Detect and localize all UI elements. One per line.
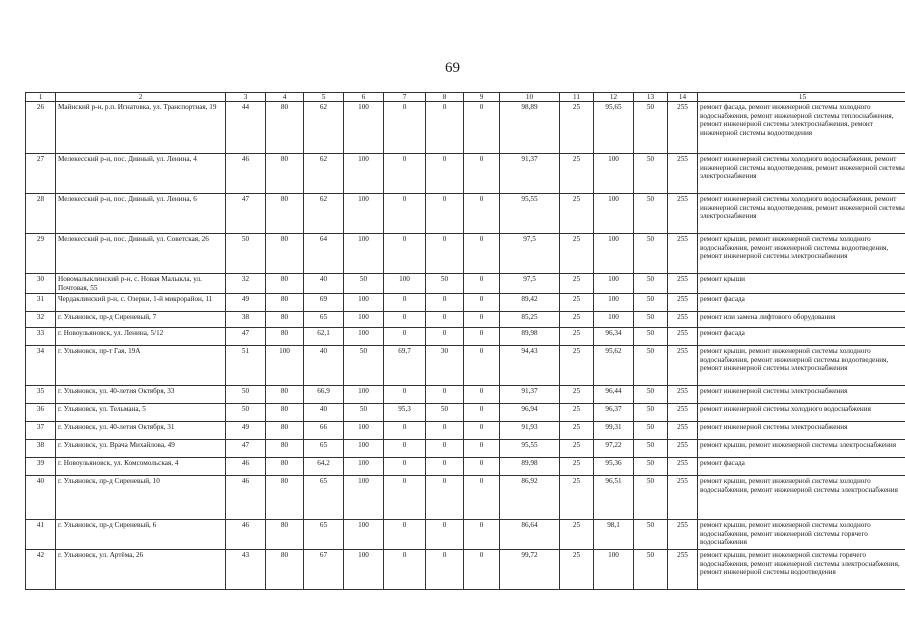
header-row [26,93,905,102]
value-cell: 255 [668,476,698,520]
table-row [26,328,905,346]
value-cell: 30 [426,346,464,386]
table-row [26,154,905,194]
header-cell: 15 [698,93,905,102]
value-cell: 25 [560,404,594,422]
value-cell: 80 [266,234,304,274]
value-cell: 0 [384,102,426,154]
value-cell: 38 [226,312,266,328]
table-row [26,102,905,154]
header-cell: 6 [344,93,384,102]
value-cell: 46 [226,154,266,194]
value-cell: 25 [560,274,594,294]
value-cell: 66 [304,422,344,440]
value-cell: 100 [344,312,384,328]
value-cell: 80 [266,328,304,346]
table-row [26,274,905,294]
works-cell: ремонт инженерной системы холодного водоснабжения, ремонт инженерной системы водоотведения, ремонт инженерной системы электроснабжения [698,194,905,234]
value-cell: 0 [464,294,500,312]
header-cell: 2 [56,93,226,102]
value-cell: 50 [634,102,668,154]
page-number: 69 [445,60,460,76]
value-cell: 0 [464,550,500,590]
value-cell: 64,2 [304,458,344,476]
value-cell: 66,9 [304,386,344,404]
value-cell: 25 [560,422,594,440]
value-cell: 255 [668,294,698,312]
value-cell: 65 [304,476,344,520]
value-cell: 50 [634,194,668,234]
value-cell: 50 [634,386,668,404]
value-cell: 46 [226,458,266,476]
address-cell: Новомалыклинский р-н, с. Новая Малыкла, ул. Почтовая, 55 [56,274,226,294]
value-cell: 65 [304,440,344,458]
row-number-cell: 42 [26,550,56,590]
value-cell: 0 [464,274,500,294]
value-cell: 255 [668,386,698,404]
value-cell: 0 [464,422,500,440]
works-cell: ремонт фасада [698,294,905,312]
row-number-cell: 33 [26,328,56,346]
value-cell: 0 [464,234,500,274]
value-cell: 100 [594,312,634,328]
value-cell: 50 [226,234,266,274]
value-cell: 80 [266,476,304,520]
value-cell: 0 [384,194,426,234]
row-number-cell: 37 [26,422,56,440]
value-cell: 25 [560,154,594,194]
value-cell: 0 [426,458,464,476]
works-cell: ремонт фасада, ремонт инженерной системы холодного водоснабжения, ремонт инженерной системы теплоснабжения, ремонт инженерной системы электроснабжения, ремонт инженерной системы водоотведения [698,102,905,154]
value-cell: 89,98 [500,458,560,476]
value-cell: 50 [634,440,668,458]
value-cell: 0 [426,154,464,194]
address-cell: Чердаклинский р-н, с. Озерки, 1-й микрорайон, 11 [56,294,226,312]
value-cell: 89,98 [500,328,560,346]
value-cell: 25 [560,234,594,274]
row-number-cell: 40 [26,476,56,520]
value-cell: 80 [266,154,304,194]
value-cell: 50 [344,274,384,294]
address-cell: г. Ульяновск, ул. Артёма, 26 [56,550,226,590]
works-cell: ремонт крыши, ремонт инженерной системы холодного водоснабжения, ремонт инженерной системы водоотведения, ремонт инженерной системы электроснабжения [698,346,905,386]
works-cell: ремонт или замена лифтового оборудования [698,312,905,328]
value-cell: 0 [464,458,500,476]
value-cell: 85,25 [500,312,560,328]
value-cell: 0 [384,154,426,194]
value-cell: 49 [226,422,266,440]
value-cell: 0 [426,440,464,458]
value-cell: 0 [464,404,500,422]
value-cell: 96,37 [594,404,634,422]
value-cell: 0 [426,476,464,520]
value-cell: 40 [304,404,344,422]
row-number-cell: 35 [26,386,56,404]
value-cell: 65 [304,312,344,328]
value-cell: 255 [668,346,698,386]
value-cell: 50 [634,404,668,422]
value-cell: 100 [594,154,634,194]
table-row [26,458,905,476]
value-cell: 80 [266,422,304,440]
value-cell: 62 [304,154,344,194]
table-row [26,550,905,590]
value-cell: 80 [266,312,304,328]
header-cell: 11 [560,93,594,102]
value-cell: 50 [226,386,266,404]
value-cell: 99,31 [594,422,634,440]
address-cell: г. Ульяновск, ул. 40-летия Октября, 33 [56,386,226,404]
value-cell: 0 [384,458,426,476]
value-cell: 99,72 [500,550,560,590]
value-cell: 46 [226,476,266,520]
value-cell: 25 [560,194,594,234]
header-cell: 9 [464,93,500,102]
value-cell: 0 [426,234,464,274]
works-cell: ремонт крыши, ремонт инженерной системы электроснабжения [698,440,905,458]
value-cell: 25 [560,346,594,386]
value-cell: 43 [226,550,266,590]
value-cell: 0 [426,294,464,312]
value-cell: 50 [634,346,668,386]
value-cell: 97,5 [500,274,560,294]
value-cell: 47 [226,440,266,458]
value-cell: 100 [594,294,634,312]
value-cell: 25 [560,458,594,476]
row-number-cell: 27 [26,154,56,194]
header-cell: 3 [226,93,266,102]
value-cell: 86,64 [500,520,560,550]
value-cell: 62 [304,194,344,234]
value-cell: 80 [266,550,304,590]
row-number-cell: 31 [26,294,56,312]
value-cell: 0 [384,386,426,404]
value-cell: 40 [304,274,344,294]
value-cell: 80 [266,404,304,422]
address-cell: г. Ульяновск, ул. Врача Михайлова, 49 [56,440,226,458]
value-cell: 50 [426,274,464,294]
value-cell: 50 [344,404,384,422]
value-cell: 25 [560,102,594,154]
value-cell: 50 [426,404,464,422]
value-cell: 80 [266,102,304,154]
value-cell: 50 [344,346,384,386]
header-cell: 8 [426,93,464,102]
value-cell: 100 [344,550,384,590]
value-cell: 50 [226,404,266,422]
value-cell: 80 [266,294,304,312]
header-cell: 12 [594,93,634,102]
value-cell: 95,55 [500,194,560,234]
value-cell: 0 [426,386,464,404]
value-cell: 95,36 [594,458,634,476]
works-cell: ремонт инженерной системы электроснабжения [698,422,905,440]
value-cell: 100 [344,194,384,234]
value-cell: 0 [464,154,500,194]
value-cell: 95,3 [384,404,426,422]
value-cell: 0 [464,328,500,346]
value-cell: 51 [226,346,266,386]
value-cell: 0 [464,194,500,234]
row-number-cell: 32 [26,312,56,328]
value-cell: 46 [226,520,266,550]
value-cell: 98,1 [594,520,634,550]
row-number-cell: 38 [26,440,56,458]
works-cell: ремонт крыши [698,274,905,294]
table-row [26,422,905,440]
value-cell: 49 [226,294,266,312]
value-cell: 25 [560,294,594,312]
value-cell: 50 [634,328,668,346]
value-cell: 100 [266,346,304,386]
value-cell: 0 [464,102,500,154]
value-cell: 0 [426,520,464,550]
value-cell: 255 [668,328,698,346]
value-cell: 0 [426,194,464,234]
value-cell: 0 [464,520,500,550]
value-cell: 47 [226,328,266,346]
value-cell: 255 [668,312,698,328]
value-cell: 255 [668,520,698,550]
value-cell: 255 [668,274,698,294]
works-cell: ремонт инженерной системы электроснабжения [698,386,905,404]
address-cell: г. Ульяновск, пр-д Сиреневый, 10 [56,476,226,520]
works-cell: ремонт крыши, ремонт инженерной системы холодного водоснабжения, ремонт инженерной системы горячего водоснабжения [698,520,905,550]
value-cell: 100 [344,234,384,274]
value-cell: 0 [464,440,500,458]
value-cell: 100 [344,294,384,312]
value-cell: 80 [266,458,304,476]
works-cell: ремонт фасада [698,328,905,346]
address-cell: Майнский р-н, р.п. Игнатовка, ул. Транспортная, 19 [56,102,226,154]
value-cell: 98,89 [500,102,560,154]
table-row [26,346,905,386]
table-row [26,476,905,520]
value-cell: 25 [560,312,594,328]
value-cell: 255 [668,234,698,274]
value-cell: 255 [668,440,698,458]
table-row [26,294,905,312]
value-cell: 100 [384,274,426,294]
value-cell: 91,37 [500,386,560,404]
value-cell: 44 [226,102,266,154]
value-cell: 50 [634,550,668,590]
works-cell: ремонт крыши, ремонт инженерной системы холодного водоснабжения, ремонт инженерной системы водоотведения, ремонт инженерной системы электроснабжения [698,234,905,274]
value-cell: 62 [304,102,344,154]
value-cell: 0 [384,440,426,458]
value-cell: 80 [266,520,304,550]
table-row [26,194,905,234]
value-cell: 91,93 [500,422,560,440]
value-cell: 100 [594,550,634,590]
value-cell: 69 [304,294,344,312]
works-cell: ремонт фасада [698,458,905,476]
header-cell: 5 [304,93,344,102]
address-cell: г. Ульяновск, пр-т Гая, 19А [56,346,226,386]
value-cell: 95,65 [594,102,634,154]
value-cell: 100 [344,520,384,550]
value-cell: 25 [560,520,594,550]
value-cell: 62,1 [304,328,344,346]
value-cell: 25 [560,386,594,404]
value-cell: 50 [634,520,668,550]
value-cell: 0 [464,346,500,386]
address-cell: г. Новоульяновск, ул. Ленина, 5/12 [56,328,226,346]
value-cell: 86,92 [500,476,560,520]
value-cell: 94,43 [500,346,560,386]
value-cell: 97,5 [500,234,560,274]
value-cell: 32 [226,274,266,294]
value-cell: 0 [426,328,464,346]
value-cell: 25 [560,476,594,520]
value-cell: 67 [304,550,344,590]
value-cell: 100 [594,194,634,234]
table-row [26,404,905,422]
works-cell: ремонт инженерной системы холодного водоснабжения, ремонт инженерной системы водоотведения, ремонт инженерной системы электроснабжения [698,154,905,194]
address-cell: г. Новоульяновск, ул. Комсомольская, 4 [56,458,226,476]
value-cell: 69,7 [384,346,426,386]
value-cell: 100 [344,440,384,458]
value-cell: 89,42 [500,294,560,312]
row-number-cell: 30 [26,274,56,294]
value-cell: 255 [668,194,698,234]
table-row [26,386,905,404]
value-cell: 0 [426,102,464,154]
address-cell: Мелекесский р-н, пос. Дивный, ул. Ленина, 6 [56,194,226,234]
value-cell: 0 [426,312,464,328]
value-cell: 25 [560,328,594,346]
value-cell: 0 [384,550,426,590]
value-cell: 100 [344,328,384,346]
header-cell: 4 [266,93,304,102]
value-cell: 50 [634,422,668,440]
value-cell: 95,55 [500,440,560,458]
header-cell: 14 [668,93,698,102]
value-cell: 50 [634,476,668,520]
value-cell: 0 [384,312,426,328]
value-cell: 25 [560,440,594,458]
value-cell: 50 [634,154,668,194]
value-cell: 0 [384,294,426,312]
value-cell: 100 [344,386,384,404]
value-cell: 255 [668,404,698,422]
value-cell: 50 [634,312,668,328]
value-cell: 255 [668,550,698,590]
value-cell: 0 [384,328,426,346]
value-cell: 25 [560,550,594,590]
value-cell: 255 [668,154,698,194]
value-cell: 96,34 [594,328,634,346]
value-cell: 0 [384,422,426,440]
value-cell: 0 [384,520,426,550]
value-cell: 100 [594,274,634,294]
address-cell: Мелекесский р-н, пос. Дивный, ул. Ленина, 4 [56,154,226,194]
table-body [26,102,905,590]
address-cell: г. Ульяновск, пр-д Сиреневый, 7 [56,312,226,328]
value-cell: 91,37 [500,154,560,194]
value-cell: 50 [634,274,668,294]
value-cell: 65 [304,520,344,550]
works-cell: ремонт инженерной системы холодного водоснабжения [698,404,905,422]
value-cell: 100 [344,102,384,154]
table-row [26,440,905,458]
value-cell: 0 [464,312,500,328]
value-cell: 80 [266,194,304,234]
table-row [26,520,905,550]
value-cell: 47 [226,194,266,234]
row-number-cell: 28 [26,194,56,234]
value-cell: 80 [266,386,304,404]
value-cell: 64 [304,234,344,274]
value-cell: 0 [464,476,500,520]
value-cell: 255 [668,102,698,154]
value-cell: 96,94 [500,404,560,422]
value-cell: 0 [384,234,426,274]
value-cell: 0 [426,550,464,590]
value-cell: 80 [266,274,304,294]
works-cell: ремонт крыши, ремонт инженерной системы холодного водоснабжения, ремонт инженерной системы электроснабжения [698,476,905,520]
row-number-cell: 39 [26,458,56,476]
value-cell: 100 [344,422,384,440]
value-cell: 100 [344,154,384,194]
value-cell: 0 [426,422,464,440]
address-cell: Мелекесский р-н, пос. Дивный, ул. Советская, 26 [56,234,226,274]
value-cell: 100 [594,234,634,274]
value-cell: 255 [668,422,698,440]
value-cell: 50 [634,458,668,476]
value-cell: 96,51 [594,476,634,520]
header-cell: 1 [26,93,56,102]
value-cell: 50 [634,294,668,312]
table-row [26,234,905,274]
value-cell: 0 [464,386,500,404]
value-cell: 100 [344,458,384,476]
row-number-cell: 29 [26,234,56,274]
header-cell: 10 [500,93,560,102]
value-cell: 96,44 [594,386,634,404]
works-cell: ремонт крыши, ремонт инженерной системы горячего водоснабжения, ремонт инженерной системы электроснабжения, ремонт инженерной системы водоотведения [698,550,905,590]
value-cell: 100 [344,476,384,520]
value-cell: 97,22 [594,440,634,458]
value-cell: 0 [384,476,426,520]
address-cell: г. Ульяновск, ул. Тельмана, 5 [56,404,226,422]
row-number-cell: 41 [26,520,56,550]
value-cell: 255 [668,458,698,476]
value-cell: 50 [634,234,668,274]
table-row [26,312,905,328]
address-cell: г. Ульяновск, ул. 40-летия Октября, 31 [56,422,226,440]
header-cell: 13 [634,93,668,102]
header-cell: 7 [384,93,426,102]
row-number-cell: 26 [26,102,56,154]
row-number-cell: 36 [26,404,56,422]
value-cell: 40 [304,346,344,386]
repair-schedule-table [25,92,905,590]
value-cell: 95,62 [594,346,634,386]
address-cell: г. Ульяновск, пр-д Сиреневый, 6 [56,520,226,550]
row-number-cell: 34 [26,346,56,386]
value-cell: 80 [266,440,304,458]
